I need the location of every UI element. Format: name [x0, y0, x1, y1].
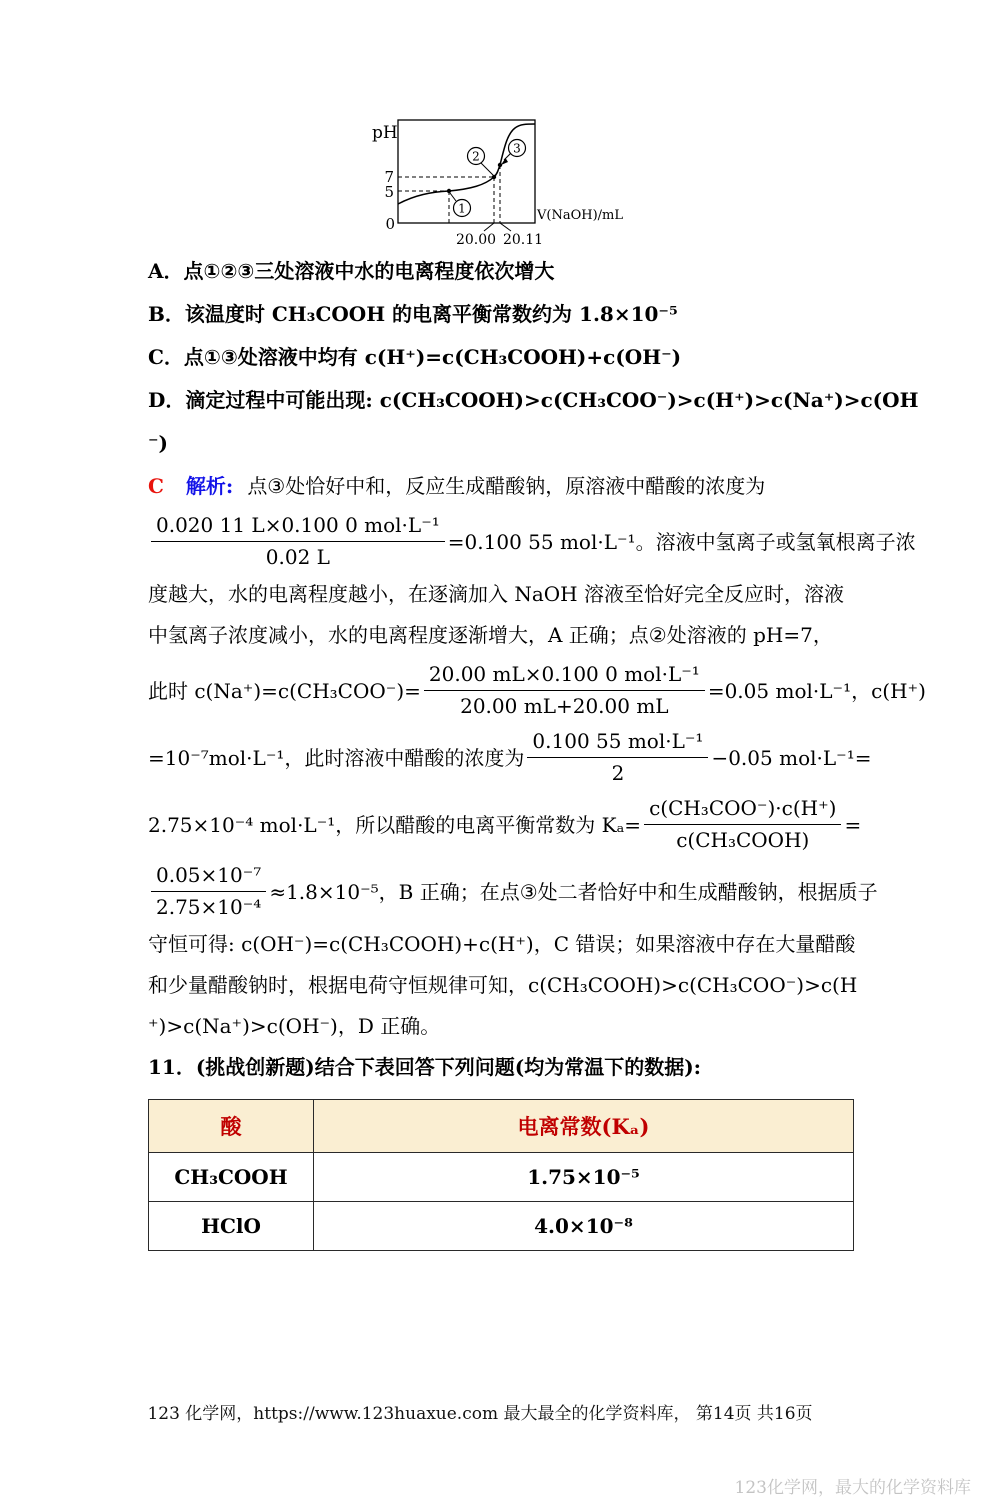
solution-block	[148, 472, 926, 1040]
fraction-ka-value	[151, 863, 266, 920]
column-header-acid: 酸	[149, 1100, 314, 1153]
option-b: B．该温度时 CH₃COOH 的电离平衡常数约为 1.8×10⁻⁵	[148, 302, 678, 326]
option-a: A．点①②③三处溶液中水的电离程度依次增大	[148, 259, 555, 283]
fraction-numerator: 0.020 11 L×0.100 0 mol·L⁻¹	[151, 513, 445, 542]
x-tick-connectors	[484, 223, 511, 231]
solution-text: ≈1.8×10⁻⁵，B 正确；在点③处二者恰好中和生成醋酸钠，根据质子	[269, 879, 878, 904]
point-2-marker	[468, 148, 494, 176]
solution-line-5	[148, 662, 926, 719]
solution-text: 守恒可得: c(OH⁻)=c(CH₃COOH)+c(H⁺)，C 错误；如果溶液中存在大量醋酸	[148, 932, 856, 956]
page-footer: 123 化学网，https://www.123huaxue.com 最大最全的化学资料库， 第14页 共16页	[147, 1404, 813, 1424]
y-tick-5: 5	[384, 183, 394, 201]
data-point-dots	[447, 163, 502, 193]
y-axis-label: pH	[372, 123, 398, 143]
fraction-ka-expression	[644, 796, 841, 853]
point-1-marker	[450, 193, 471, 217]
ka-value-cell: 1.75×10⁻⁵	[314, 1153, 854, 1202]
fraction-denominator: 0.02 L	[265, 545, 330, 569]
svg-text:2: 2	[472, 149, 480, 164]
titration-curve-figure	[365, 107, 630, 257]
fraction-numerator: 20.00 mL×0.100 0 mol·L⁻¹	[424, 662, 705, 691]
solution-line-6	[148, 729, 908, 786]
table-header-row	[149, 1100, 854, 1153]
dashed-guides	[398, 165, 500, 223]
fraction-acid-concentration	[527, 729, 708, 786]
solution-text: 2.75×10⁻⁴ mol·L⁻¹，所以醋酸的电离平衡常数为 Kₐ=	[148, 812, 642, 837]
fraction-denominator: c(CH₃COOH)	[676, 828, 810, 852]
fraction-denominator: 2	[611, 761, 625, 785]
solution-line-4	[148, 621, 908, 649]
solution-line-3	[148, 580, 908, 608]
question-11-stem: 11．(挑战创新题)结合下表回答下列问题(均为常温下的数据):	[148, 1055, 702, 1079]
solution-text: −0.05 mol·L⁻¹=	[711, 745, 872, 770]
solution-text: 度越大，水的电离程度越小，在逐滴加入 NaOH 溶液至恰好完全反应时，溶液	[148, 582, 844, 606]
fraction-numerator: c(CH₃COO⁻)·c(H⁺)	[644, 796, 841, 825]
ionization-constant-table	[148, 1099, 854, 1251]
acid-name-cell: CH₃COOH	[149, 1153, 314, 1202]
svg-text:3: 3	[513, 141, 521, 156]
plot-box	[398, 120, 535, 223]
solution-line-11	[148, 1012, 908, 1040]
solution-text: =0.05 mol·L⁻¹，c(H⁺)	[707, 678, 926, 703]
option-c: C．点①③处溶液中均有 c(H⁺)=c(CH₃COOH)+c(OH⁻)	[148, 345, 682, 369]
page-content	[0, 107, 926, 1251]
column-header-ka: 电离常数(Kₐ)	[314, 1100, 854, 1153]
solution-text: =	[844, 812, 862, 837]
fraction-denominator: 2.75×10⁻⁴	[156, 895, 262, 919]
acid-name-cell: HClO	[149, 1202, 314, 1251]
solution-text: 中氢离子浓度减小，水的电离程度逐渐增大，A 正确；点②处溶液的 pH=7，	[148, 623, 833, 647]
x-axis-label: V(NaOH)/mL	[537, 208, 623, 223]
watermark: 123化学网，最大的化学资料库	[734, 1478, 971, 1498]
ka-value-cell: 4.0×10⁻⁸	[314, 1202, 854, 1251]
document-page	[0, 107, 993, 1511]
x-tick-2000: 20.00	[455, 232, 497, 248]
solution-line-9	[148, 930, 908, 958]
fraction-initial-concentration	[151, 513, 445, 570]
svg-text:1: 1	[458, 201, 466, 216]
solution-text: 和少量醋酸钠时，根据电荷守恒规律可知，c(CH₃COOH)>c(CH₃COO⁻)>c(H	[148, 973, 858, 997]
solution-text: 此时 c(Na⁺)=c(CH₃COO⁻)=	[148, 678, 421, 703]
solution-line-10	[148, 971, 908, 999]
fraction-numerator: 0.05×10⁻⁷	[151, 863, 266, 892]
solution-line-2	[148, 513, 916, 570]
solution-text: 点③处恰好中和，反应生成醋酸钠，原溶液中醋酸的浓度为	[247, 474, 766, 498]
y-tick-7: 7	[384, 168, 394, 186]
option-d: D．滴定过程中可能出现: c(CH₃COOH)>c(CH₃COO⁻)>c(H⁺)>c(Na⁺)>c(OH	[148, 388, 919, 412]
table-row	[149, 1202, 854, 1251]
solution-line-1	[148, 472, 908, 500]
option-d-continuation: ⁻)	[148, 431, 169, 455]
solution-line-7	[148, 796, 908, 853]
figure-container	[365, 107, 908, 257]
fraction-sodium-concentration	[424, 662, 705, 719]
solution-text: =10⁻⁷mol·L⁻¹，此时溶液中醋酸的浓度为	[148, 745, 525, 770]
table-row	[149, 1153, 854, 1202]
point-3-marker	[501, 140, 526, 166]
titration-curve	[398, 124, 535, 204]
origin-label: 0	[385, 215, 395, 233]
fraction-denominator: 20.00 mL+20.00 mL	[460, 694, 669, 718]
analysis-label: 解析:	[185, 474, 234, 498]
solution-text: ⁺)>c(Na⁺)>c(OH⁻)，D 正确。	[148, 1014, 441, 1038]
answer-letter: C	[148, 474, 164, 498]
solution-line-8	[148, 863, 908, 920]
fraction-numerator: 0.100 55 mol·L⁻¹	[527, 729, 708, 758]
x-tick-2011: 20.11	[502, 232, 544, 248]
solution-text: =0.100 55 mol·L⁻¹。溶液中氢离子或氢氧根离子浓	[447, 529, 916, 554]
